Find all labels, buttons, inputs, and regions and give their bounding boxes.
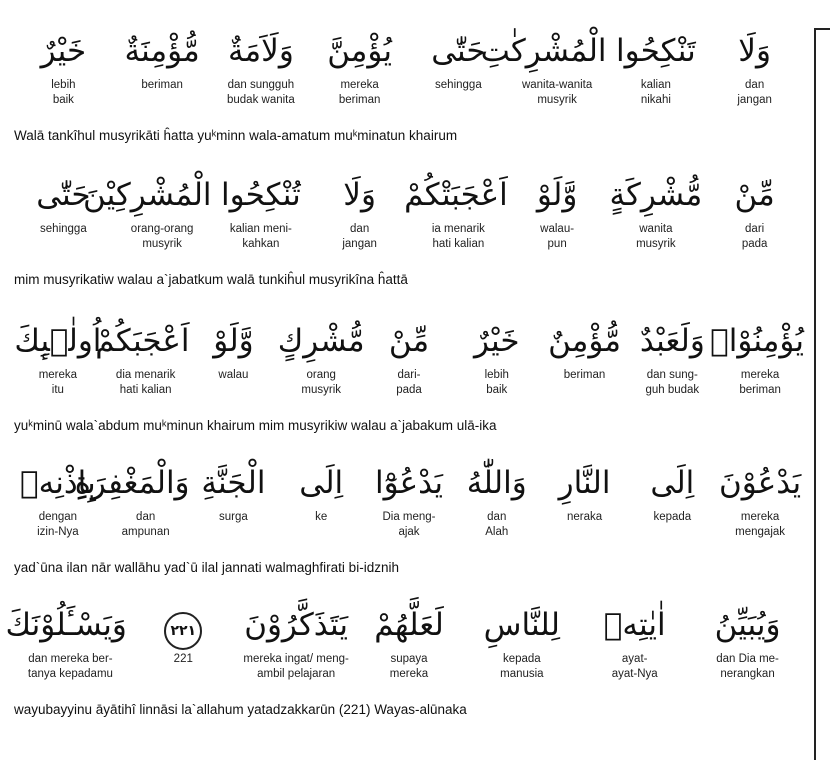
arabic-word: النَّارِ	[558, 465, 611, 501]
word-column	[240, 602, 353, 682]
arabic-word: لَعَلَّهُمْ	[374, 607, 444, 643]
arabic-word: وَيَسْـَٔلُوْنَكَ	[5, 607, 127, 643]
word-translation: dan ampunan	[121, 511, 170, 538]
word-column	[113, 28, 212, 93]
word-row	[14, 318, 804, 428]
arabic-word: وَلَا	[738, 33, 771, 69]
word-translation: dan sungguh budak wanita	[226, 79, 295, 106]
transliteration: yuᵏminū wala`abdum muᵏminun khairum mim musyrikiw walau a`jabakum ulā-ika	[14, 418, 497, 433]
arabic-word: يُؤْمِنُوْاۗ	[710, 323, 804, 359]
arabic-word: مُّشْرِكَةٍ	[609, 177, 703, 213]
word-translation: dan Dia me- nerangkan	[716, 653, 779, 680]
verse-line-4	[14, 460, 804, 600]
verse-line-2	[14, 172, 804, 312]
word-translation: mereka ingat/ meng- ambil pelajaran	[243, 653, 349, 680]
word-translation: lebih baik	[484, 369, 509, 396]
word-row	[14, 28, 804, 138]
arabic-word: مُّؤْمِنَةٌ	[124, 33, 200, 69]
arabic-word: مِّنْ	[388, 323, 430, 359]
arabic-word: تُنْكِحُوا	[221, 177, 301, 213]
word-column	[628, 318, 716, 398]
word-translation: dan mereka ber- tanya kepadamu	[27, 653, 113, 680]
transliteration: yad`ūna ilan nār wallāhu yad`ū ilal jannati walmaghfirati bi-idznih	[14, 560, 399, 575]
word-column	[212, 28, 311, 108]
word-column	[212, 172, 311, 252]
arabic-word: مُّؤْمِنٌ	[548, 323, 621, 359]
word-column	[578, 602, 691, 682]
word-translation: orang musyrik	[301, 369, 342, 396]
word-translation: dan jangan	[342, 223, 377, 250]
word-column	[710, 318, 804, 398]
arabic-word: خَيْرٌ	[473, 323, 520, 359]
arabic-word: الْمُشْرِكِيْنَ	[83, 177, 212, 213]
word-translation: 221	[173, 653, 193, 665]
word-translation: mereka beriman	[739, 369, 781, 396]
word-translation: walau	[218, 369, 249, 381]
arabic-word: وَالْمَغْفِرَةِ	[74, 465, 190, 501]
word-column	[541, 460, 629, 525]
word-translation: beriman	[141, 79, 183, 91]
word-translation: supaya mereka	[389, 653, 429, 680]
word-column	[190, 460, 278, 525]
word-column	[365, 460, 453, 540]
word-column	[541, 318, 629, 383]
arabic-word: يُؤْمِنَّ	[327, 33, 393, 69]
word-translation: sehingga	[435, 79, 482, 91]
word-column	[691, 602, 804, 682]
word-column	[705, 28, 804, 108]
word-row	[14, 460, 804, 570]
word-translation: mereka mengajak	[735, 511, 786, 538]
word-translation: ayat- ayat-Nya	[611, 653, 658, 680]
word-translation: beriman	[563, 369, 606, 381]
word-translation: surga	[219, 511, 248, 523]
word-translation: dan jangan	[737, 79, 772, 106]
word-column	[404, 172, 508, 252]
word-column	[607, 172, 706, 252]
arabic-word: اٰيٰتِهٖ	[603, 607, 666, 643]
arabic-word: بِاِذْنِهٖ	[20, 465, 96, 501]
word-translation: dia menarik hati kalian	[115, 369, 176, 396]
word-column	[277, 460, 365, 525]
word-column	[14, 172, 113, 237]
word-column	[310, 172, 409, 252]
word-column	[127, 602, 240, 667]
arabic-word: يَتَذَكَّرُوْنَ	[244, 607, 349, 643]
word-column	[628, 460, 716, 525]
arabic-word: اَعْجَبَتْكُمْ	[404, 177, 508, 213]
word-column	[5, 602, 127, 682]
word-column	[277, 318, 365, 398]
arabic-word: اُولٰۤىِٕكَ	[14, 323, 102, 359]
word-translation: ke	[315, 511, 328, 523]
word-column	[83, 172, 212, 252]
arabic-word: لِلنَّاسِ	[483, 607, 561, 643]
word-translation: dan sung- guh budak	[645, 369, 700, 396]
word-translation: dari- pada	[396, 369, 422, 396]
word-column	[716, 460, 804, 540]
word-translation: wanita-wanita musyrik	[521, 79, 593, 106]
word-column	[353, 602, 466, 682]
word-column	[453, 318, 541, 398]
verse-line-5	[5, 602, 804, 742]
word-translation: kalian nikahi	[640, 79, 671, 106]
word-translation: kalian meni- kahkan	[229, 223, 292, 250]
arabic-word: يَدْعُوْنَ	[719, 465, 802, 501]
word-translation: lebih baik	[51, 79, 76, 106]
arabic-word: الْمُشْرِكٰتِ	[480, 33, 607, 69]
word-column	[14, 318, 102, 398]
side-frame-border	[814, 28, 830, 760]
word-column	[508, 172, 607, 252]
word-translation: dan Alah	[485, 511, 509, 538]
word-column	[74, 460, 190, 540]
arabic-word: وَلَا	[343, 177, 376, 213]
word-column	[190, 318, 278, 383]
ayah-number-mark	[127, 602, 240, 652]
arabic-word: وَيُبَيِّنُ	[714, 607, 781, 643]
word-column	[310, 28, 409, 108]
transliteration: mim musyrikatiw walau a`jabatkum walā tunkiĥul musyrikîna ĥattā	[14, 272, 408, 287]
arabic-word: مُّشْرِكٍ	[277, 323, 365, 359]
word-column	[480, 28, 607, 108]
word-column	[607, 28, 706, 108]
word-row	[5, 602, 804, 712]
arabic-word: اِلَى	[650, 465, 695, 501]
transliteration: wayubayyinu āyātihî linnāsi la`allahum yatadzakkarūn (221) Wayas-alūnaka	[14, 702, 467, 717]
arabic-word: تَنْكِحُوا	[616, 33, 696, 69]
arabic-word: وَاللّٰهُ	[466, 465, 527, 501]
word-column	[705, 172, 804, 252]
word-translation: kepada	[653, 511, 692, 523]
arabic-word: يَدْعُوْٓا	[374, 465, 443, 501]
arabic-word: وَّلَوْ	[213, 323, 254, 359]
arabic-word: وَّلَوْ	[536, 177, 578, 213]
word-translation: mereka itu	[38, 369, 78, 396]
arabic-word: مِّنْ	[734, 177, 775, 213]
word-translation: ia menarik hati kalian	[431, 223, 485, 250]
word-column	[465, 602, 578, 682]
arabic-word: اَعْجَبَكُمْ	[95, 323, 190, 359]
word-column	[453, 460, 541, 540]
arabic-word: حَتّٰى	[431, 33, 486, 69]
word-translation: mereka beriman	[338, 79, 381, 106]
word-translation: wanita musyrik	[636, 223, 676, 250]
word-translation: orang-orang musyrik	[130, 223, 194, 250]
transliteration: Walā tankîhul musyrikāti ĥatta yuᵏminn wala-amatum muᵏminatun khairum	[14, 128, 458, 143]
ayah-circle-icon: ٢٢١	[164, 612, 202, 650]
arabic-word: حَتّٰى	[36, 177, 91, 213]
word-translation: neraka	[566, 511, 603, 523]
verse-line-1	[14, 28, 804, 168]
word-column	[409, 28, 508, 93]
word-column	[14, 460, 102, 540]
word-column	[95, 318, 190, 398]
arabic-word: اِلَى	[299, 465, 344, 501]
word-translation: kepada manusia	[500, 653, 544, 680]
word-translation: dengan izin-Nya	[37, 511, 79, 538]
arabic-word: وَلَاَمَةٌ	[227, 33, 294, 69]
word-translation: sehingga	[40, 223, 87, 235]
word-column	[365, 318, 453, 398]
word-translation: Dia meng- ajak	[382, 511, 436, 538]
verse-line-3	[14, 318, 804, 458]
arabic-word: خَيْرٌ	[40, 33, 87, 69]
arabic-word: وَلَعَبْدٌ	[639, 323, 705, 359]
word-column	[14, 28, 113, 108]
word-row	[14, 172, 804, 282]
word-translation: walau- pun	[540, 223, 575, 250]
word-translation: dari pada	[741, 223, 768, 250]
arabic-word: الْجَنَّةِ	[201, 465, 266, 501]
